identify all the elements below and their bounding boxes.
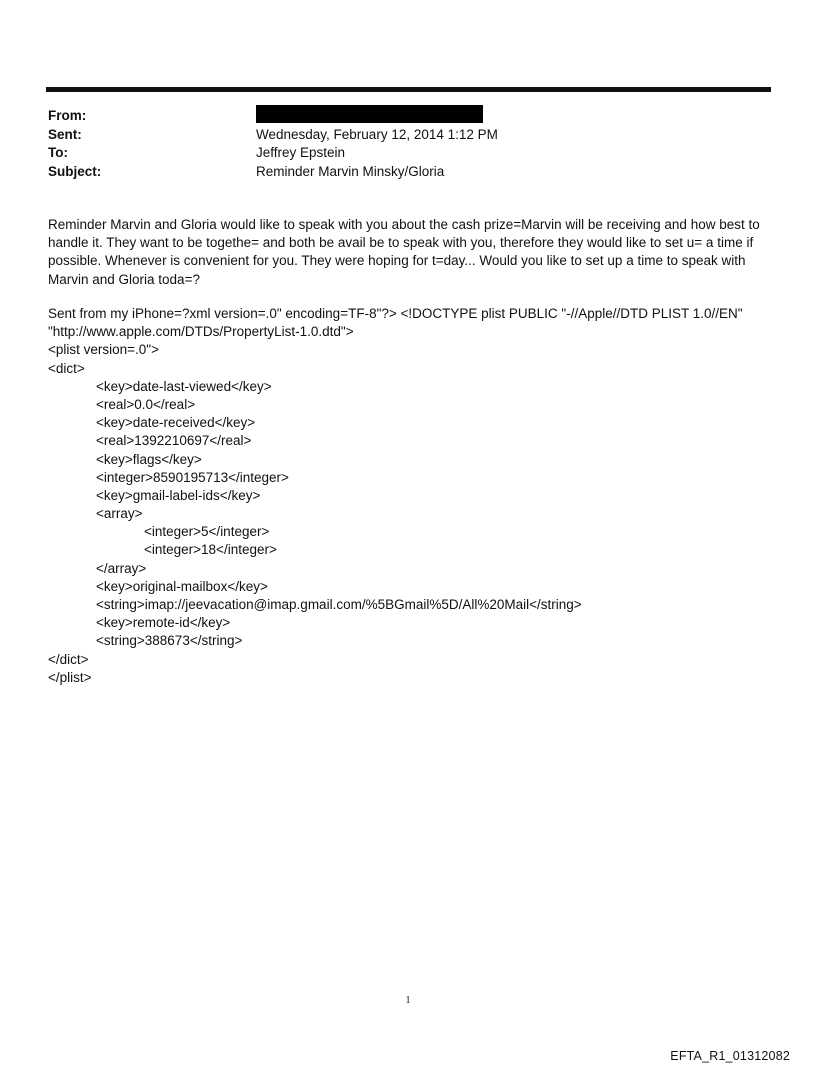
- subject-value: Reminder Marvin Minsky/Gloria: [256, 163, 445, 179]
- header-divider: [46, 87, 771, 92]
- plist-line: <string>388673</string>: [96, 633, 243, 649]
- plist-line: <integer>8590195713</integer>: [96, 469, 289, 485]
- plist-line: <key>flags</key>: [96, 451, 202, 467]
- plist-block: [48, 305, 770, 687]
- plist-line: <real>0.0</real>: [96, 396, 196, 412]
- plist-line: </array>: [96, 560, 147, 576]
- plist-line: <plist version=.0">: [48, 342, 159, 358]
- to-row: [48, 144, 748, 163]
- email-body-paragraph: Reminder Marvin and Gloria would like to speak with you about the cash prize=Marvin will be receiving and how best to handle it. They want to be togethe= and both be avail be to speak with you, therefore they would like to set u= a time if possible. Whenever is convenient for you. They were hoping for t=day... Would you like to set up a time to speak with Marvin and Gloria toda=?: [48, 217, 760, 287]
- plist-line: <key>original-mailbox</key>: [96, 578, 268, 594]
- redaction-bar: [256, 105, 483, 123]
- document-id: EFTA_R1_01312082: [670, 1049, 790, 1063]
- sent-row: [48, 126, 748, 145]
- plist-line: </plist>: [48, 669, 92, 685]
- plist-line: <key>gmail-label-ids</key>: [96, 487, 261, 503]
- sent-label: Sent:: [48, 126, 82, 142]
- plist-line: </dict>: [48, 651, 89, 667]
- plist-line: <key>remote-id</key>: [96, 615, 231, 631]
- page-number: 1: [405, 995, 411, 1006]
- sent-value: Wednesday, February 12, 2014 1:12 PM: [256, 126, 498, 142]
- plist-line: "http://www.apple.com/DTDs/PropertyList-1.0.dtd">: [48, 324, 354, 340]
- from-row: [48, 107, 748, 126]
- from-label: From:: [48, 108, 87, 123]
- plist-line: <string>imap://jeevacation@imap.gmail.com/%5BGmail%5D/All%20Mail</string>: [96, 597, 582, 612]
- plist-line: <real>1392210697</real>: [96, 433, 252, 449]
- plist-line: <integer>18</integer>: [144, 542, 277, 558]
- plist-line: Sent from my iPhone=?xml version=.0" encoding=TF-8"?> <!DOCTYPE plist PUBLIC "-//Apple//DTD PLIST 1.0//EN": [48, 306, 743, 321]
- plist-line: <key>date-last-viewed</key>: [96, 378, 272, 394]
- to-value: Jeffrey Epstein: [256, 145, 346, 161]
- to-label: To:: [48, 145, 68, 161]
- email-header: [48, 107, 748, 181]
- plist-line: <key>date-received</key>: [96, 415, 256, 431]
- subject-row: [48, 163, 748, 182]
- subject-label: Subject:: [48, 163, 102, 179]
- plist-line: <array>: [96, 506, 143, 522]
- plist-line: <integer>5</integer>: [144, 524, 270, 540]
- plist-line: <dict>: [48, 360, 85, 376]
